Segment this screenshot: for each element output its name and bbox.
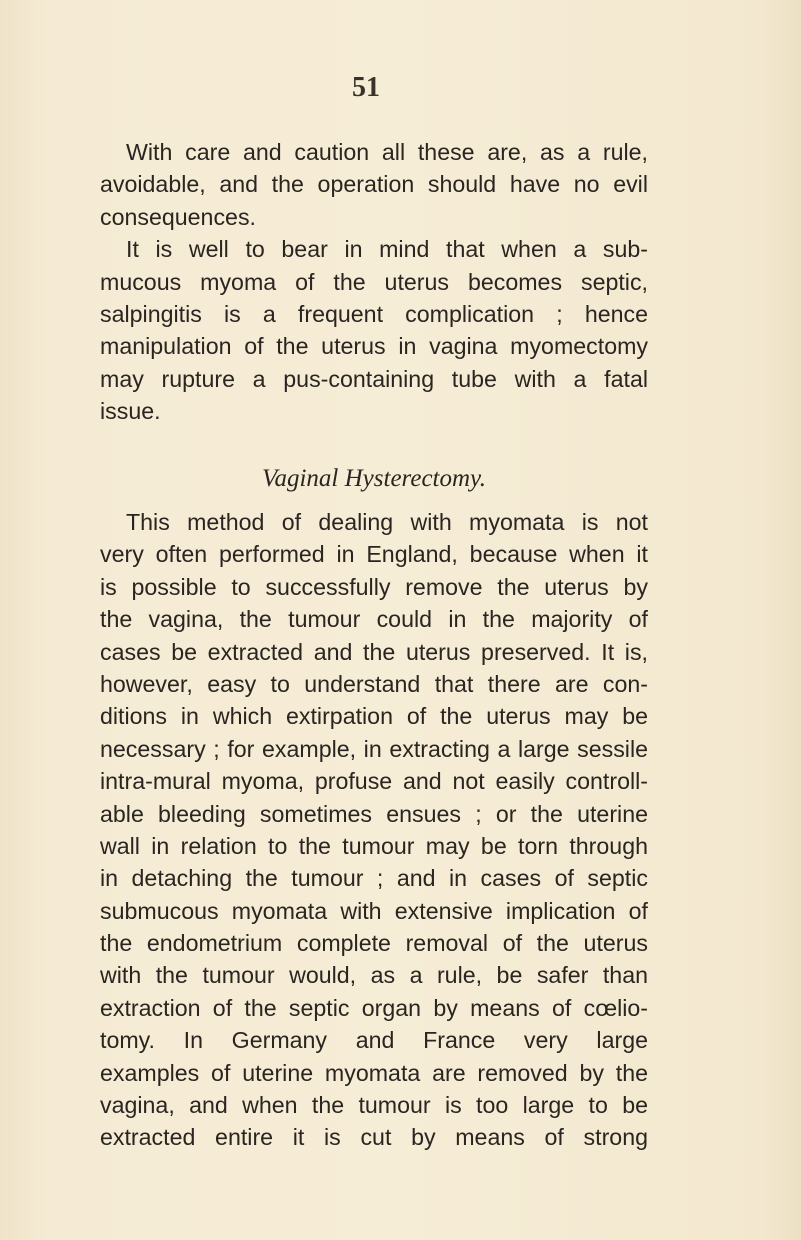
text-line: submucous myomata with extensive implication of bbox=[100, 897, 648, 924]
page-number: 51 bbox=[352, 72, 380, 103]
text-line: very often performed in England, because when it bbox=[100, 541, 648, 568]
text-line: salpingitis is a frequent complication ; hence bbox=[100, 300, 648, 327]
text-line: tomy. In Germany and France very large bbox=[100, 1027, 648, 1054]
text-line: may rupture a pus-containing tube with a fatal bbox=[100, 365, 648, 392]
text-line: ditions in which extirpation of the uterus may be bbox=[100, 703, 648, 730]
text-line: wall in relation to the tumour may be torn through bbox=[100, 832, 648, 859]
text-line: able bleeding sometimes ensues ; or the uterine bbox=[100, 800, 648, 827]
text-line: the vagina, the tumour could in the majority of bbox=[100, 606, 648, 633]
section-heading: Vaginal Hysterectomy. bbox=[261, 465, 487, 492]
text-line: mucous myoma of the uterus becomes septic, bbox=[100, 268, 648, 295]
text-line: manipulation of the uterus in vagina myomectomy bbox=[100, 333, 648, 360]
text-line: examples of uterine myomata are removed by the bbox=[100, 1059, 648, 1086]
text-line: however, easy to understand that there are con- bbox=[100, 670, 648, 697]
text-line: extracted entire it is cut by means of strong bbox=[100, 1124, 648, 1151]
text-line: is possible to successfully remove the uterus by bbox=[100, 573, 648, 600]
text-line: avoidable, and the operation should have no evil bbox=[100, 171, 648, 198]
text-line: With care and caution all these are, as a rule, bbox=[126, 139, 648, 165]
text-line: the endometrium complete removal of the uterus bbox=[100, 930, 648, 957]
text-line: extraction of the septic organ by means of cœlio- bbox=[100, 994, 648, 1021]
text-line: intra-mural myoma, profuse and not easily controll- bbox=[100, 768, 648, 795]
text-line: It is well to bear in mind that when a sub- bbox=[126, 236, 648, 263]
text-line: in detaching the tumour ; and in cases of septic bbox=[100, 865, 648, 892]
text-line: issue. bbox=[100, 398, 161, 425]
text-line: vagina, and when the tumour is too large to be bbox=[100, 1092, 648, 1119]
paragraph-2 bbox=[100, 506, 648, 1154]
text-line: consequences. bbox=[100, 203, 256, 230]
text-line: necessary ; for example, in extracting a large sessile bbox=[100, 735, 648, 762]
paragraph-1 bbox=[100, 136, 648, 428]
text-line: with the tumour would, as a rule, be safer than bbox=[100, 962, 648, 989]
text-line: cases be extracted and the uterus preserved. It is, bbox=[100, 638, 648, 665]
text-line: This method of dealing with myomata is not bbox=[126, 509, 648, 535]
